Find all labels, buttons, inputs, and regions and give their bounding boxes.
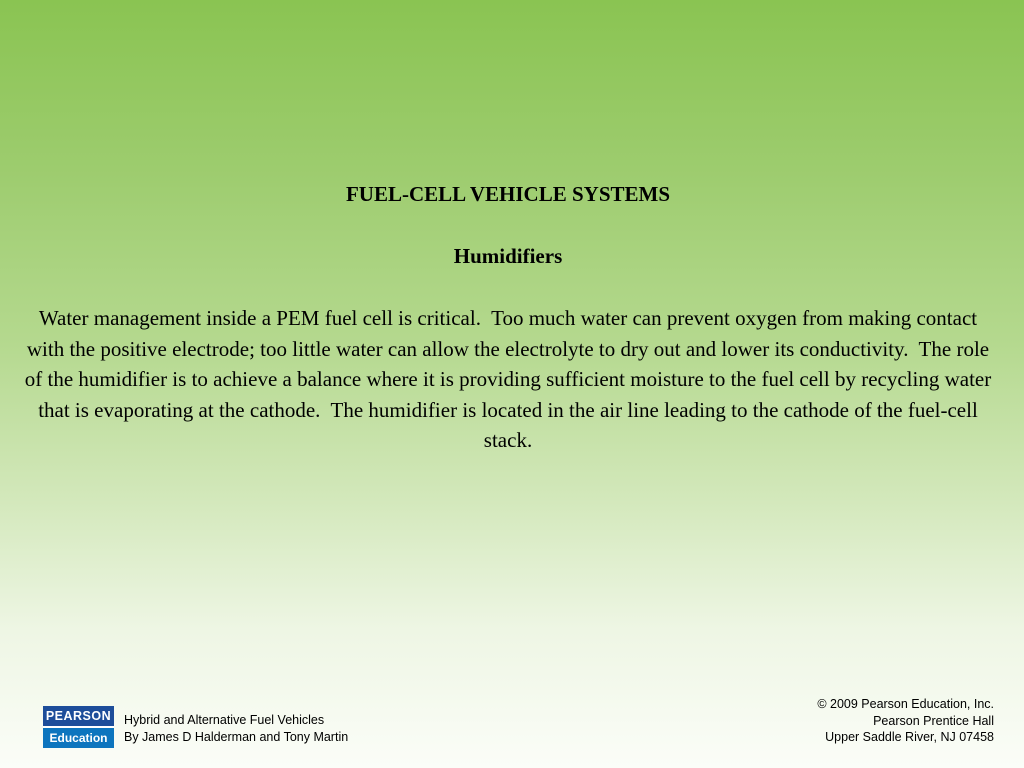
footer-publisher-info — [817, 696, 994, 746]
logo-education-text: Education — [43, 728, 114, 748]
footer-book-title: Hybrid and Alternative Fuel Vehicles — [124, 713, 325, 727]
footer-authors: By James D Halderman and Tony Martin — [124, 730, 349, 744]
footer-copyright: © 2009 Pearson Education, Inc. — [817, 697, 994, 711]
slide-title: FUEL-CELL VEHICLE SYSTEMS — [345, 182, 671, 206]
slide-body-text: Water management inside a PEM fuel cell is critical. Too much water can prevent oxygen from making contact with the positive electrode; too little water can allow the electrolyte to dry out and lower its conductivity. The role of the humidifier is to achieve a balance where it is providing sufficient moisture to the fuel cell by recycling water that is evaporating at the cathode. The humidifier is located in the air line leading to the cathode of the fuel-cell stack. — [24, 306, 992, 452]
slide-subtitle: Humidifiers — [453, 244, 563, 268]
footer-location: Upper Saddle River, NJ 07458 — [825, 730, 994, 744]
footer-publisher: Pearson Prentice Hall — [873, 713, 994, 728]
logo-pearson-text: PEARSON — [43, 706, 114, 726]
footer-book-info — [124, 712, 348, 746]
pearson-education-logo — [43, 706, 114, 748]
